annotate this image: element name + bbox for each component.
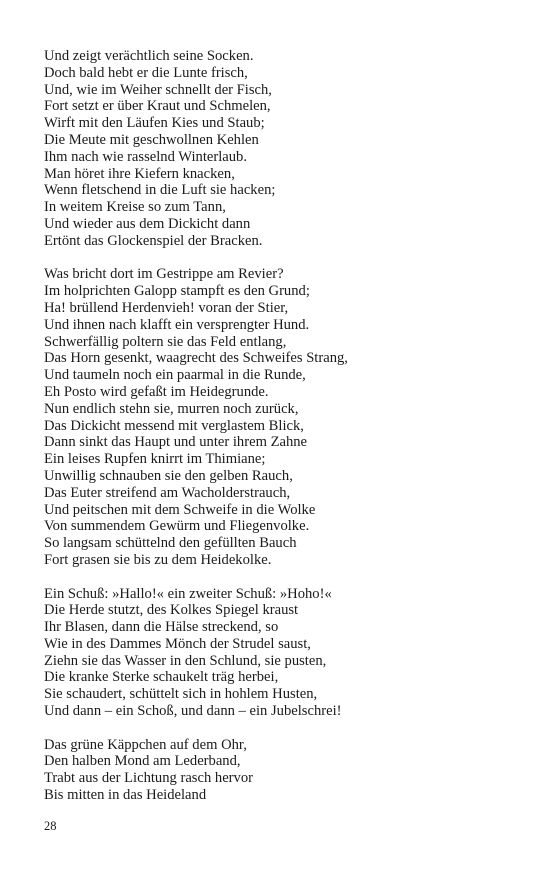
poem-line: So langsam schüttelnd den gefüllten Bauch [44,535,297,552]
poem-line: Ein Schuß: »Hallo!« ein zweiter Schuß: »Hoho!« [44,585,332,602]
poem-line: Das grüne Käppchen auf dem Ohr, [44,736,247,753]
poem-line: Wirft mit den Läufen Kies und Staub; [44,115,265,132]
poem-line: Was bricht dort im Gestrippe am Revier? [44,266,284,283]
stanza [44,48,514,250]
poem-line: Ha! brüllend Herdenvieh! voran der Stier, [44,299,289,316]
poem-line: In weitem Kreise so zum Tann, [44,199,226,216]
poem-line: Trabt aus der Lichtung rasch hervor [44,770,253,787]
poem-line: Bis mitten in das Heideland [44,787,207,804]
poem-line: Man höret ihre Kiefern knacken, [44,165,235,182]
poem-line: Dann sinkt das Haupt und unter ihrem Zahne [44,434,308,451]
poem-line: Unwillig schnauben sie den gelben Rauch, [44,467,293,484]
poem-line: Von summendem Gewürm und Fliegenvolke. [44,518,310,535]
poem-line: Schwerfällig poltern sie das Feld entlang, [44,333,287,350]
stanza [44,737,514,804]
poem-body [44,48,514,821]
poem-line: Und taumeln noch ein paarmal in die Runde, [44,367,306,384]
poem-line: Wie in des Dammes Mönch der Strudel saust, [44,635,311,652]
poem-line: Und wieder aus dem Dickicht dann [44,215,251,232]
poem-line: Doch bald hebt er die Lunte frisch, [44,64,248,81]
page-number: 28 [44,819,57,833]
poem-line: Ertönt das Glockenspiel der Bracken. [44,232,263,249]
poem-line: Und, wie im Weiher schnellt der Fisch, [44,81,272,98]
stanza [44,266,514,568]
poem-line: Den halben Mond am Lederband, [44,753,241,770]
poem-line: Eh Posto wird gefaßt im Heidegrunde. [44,383,269,400]
poem-line: Wenn fletschend in die Luft sie hacken; [44,182,276,199]
poem-line: Das Euter streifend am Wacholderstrauch, [44,484,291,501]
poem-line: Und ihnen nach klafft ein versprengter Hund. [44,316,310,333]
poem-line: Die Meute mit geschwollnen Kehlen [44,131,259,148]
poem-line: Und zeigt verächtlich seine Socken. [44,48,254,64]
poem-line: Ihr Blasen, dann die Hälse streckend, so [44,619,279,636]
poem-line: Und peitschen mit dem Schweife in die Wolke [44,501,316,518]
poem-line: Nun endlich stehn sie, murren noch zurück, [44,400,299,417]
poem-line: Fort grasen sie bis zu dem Heidekolke. [44,551,272,568]
poem-line: Sie schaudert, schüttelt sich in hohlem Husten, [44,686,318,703]
poem-line: Im holprichten Galopp stampft es den Grund; [44,283,310,300]
poem-line: Fort setzt er über Kraut und Schmelen, [44,98,271,115]
stanza [44,586,514,720]
poem-line: Das Dickicht messend mit verglastem Blick, [44,417,304,434]
poem-line: Und dann – ein Schoß, und dann – ein Jubelschrei! [44,703,342,720]
poem-line: Die kranke Sterke schaukelt träg herbei, [44,669,279,686]
poem-line: Die Herde stutzt, des Kolkes Spiegel kraust [44,602,299,619]
poem-line: Ihm nach wie rasselnd Winterlaub. [44,148,247,165]
poem-line: Ziehn sie das Wasser in den Schlund, sie pusten, [44,652,327,669]
poem-line: Ein leises Rupfen knirrt im Thimiane; [44,451,266,468]
poem-line: Das Horn gesenkt, waagrecht des Schweifes Strang, [44,350,348,367]
